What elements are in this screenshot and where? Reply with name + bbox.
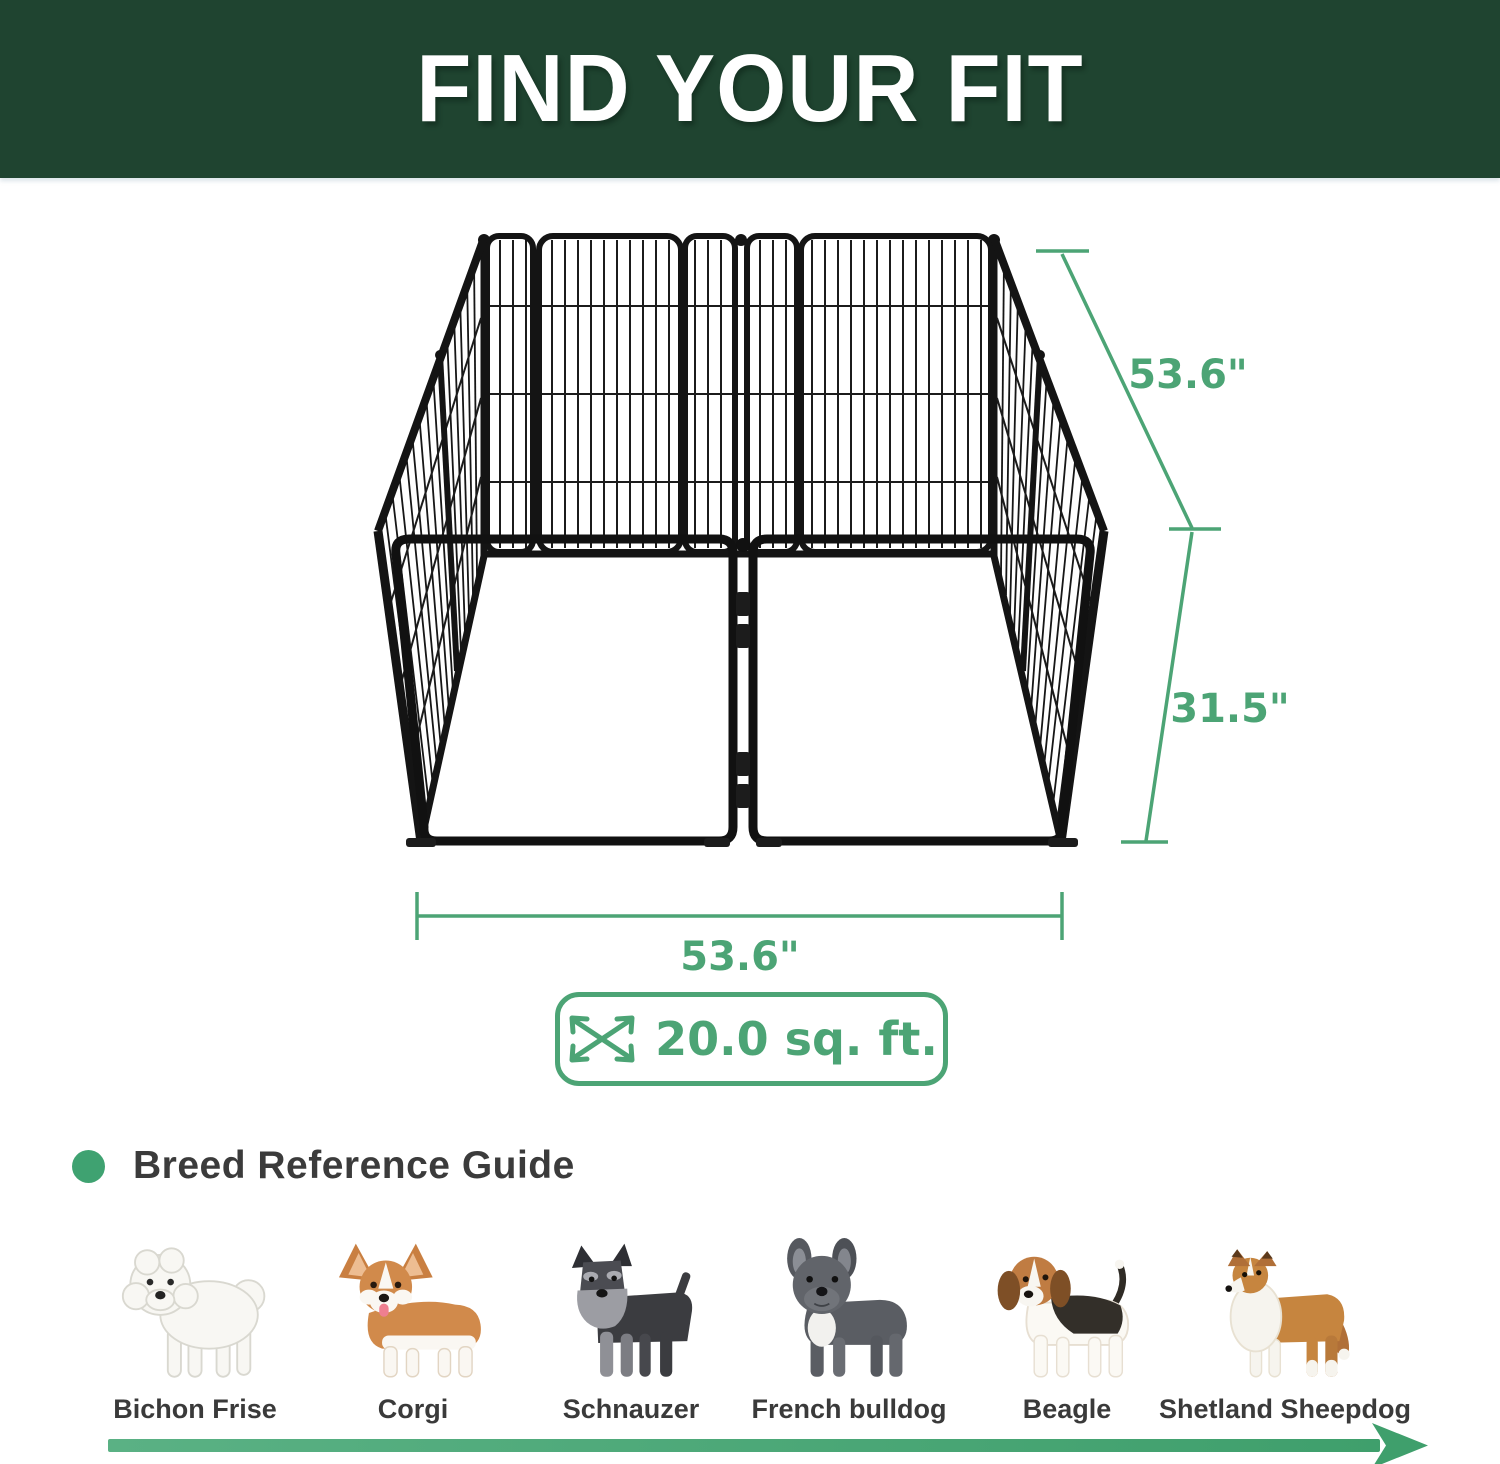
- dog-image-corgi: [318, 1238, 508, 1388]
- dog-image-shetland-sheepdog: [1190, 1238, 1380, 1388]
- breed-item-schnauzer: [516, 1238, 746, 1425]
- breed-item-french-bulldog: [734, 1238, 964, 1425]
- breed-label: Beagle: [1022, 1394, 1112, 1424]
- pen-back-wall: [478, 234, 1000, 556]
- dimension-label-height: 31.5": [1170, 686, 1290, 732]
- bullet-dot-icon: [72, 1150, 105, 1183]
- breed-item-beagle: [952, 1238, 1182, 1425]
- breed-guide-header: [72, 1144, 575, 1188]
- breed-item-shetland-sheepdog: [1158, 1238, 1412, 1425]
- playpen-illustration: [0, 180, 1500, 990]
- dimension-label-diagonal: 53.6": [1128, 352, 1248, 398]
- area-badge: [555, 992, 948, 1086]
- breed-item-bichon-frise: [80, 1238, 310, 1425]
- breed-label: French bulldog: [751, 1394, 947, 1424]
- expand-arrows-icon: [565, 1011, 639, 1067]
- breed-label: Schnauzer: [562, 1394, 700, 1424]
- breed-label: Corgi: [377, 1394, 449, 1424]
- size-direction-arrow: [0, 1415, 1500, 1464]
- page-title: FIND YOUR FIT: [416, 35, 1084, 142]
- breed-guide-title: Breed Reference Guide: [133, 1144, 575, 1187]
- breed-label: Shetland Sheepdog: [1158, 1394, 1412, 1424]
- dimension-label-width: 53.6": [680, 934, 800, 980]
- dog-image-bichon-frise: [100, 1238, 290, 1388]
- header-banner: [0, 0, 1500, 178]
- pen-front-frames: [396, 538, 1090, 847]
- dog-image-schnauzer: [536, 1238, 726, 1388]
- breed-label: Bichon Frise: [113, 1394, 277, 1424]
- dog-image-french-bulldog: [754, 1238, 944, 1388]
- breed-item-corgi: [298, 1238, 528, 1425]
- dog-image-beagle: [972, 1238, 1162, 1388]
- area-badge-value: 20.0 sq. ft.: [655, 1012, 938, 1066]
